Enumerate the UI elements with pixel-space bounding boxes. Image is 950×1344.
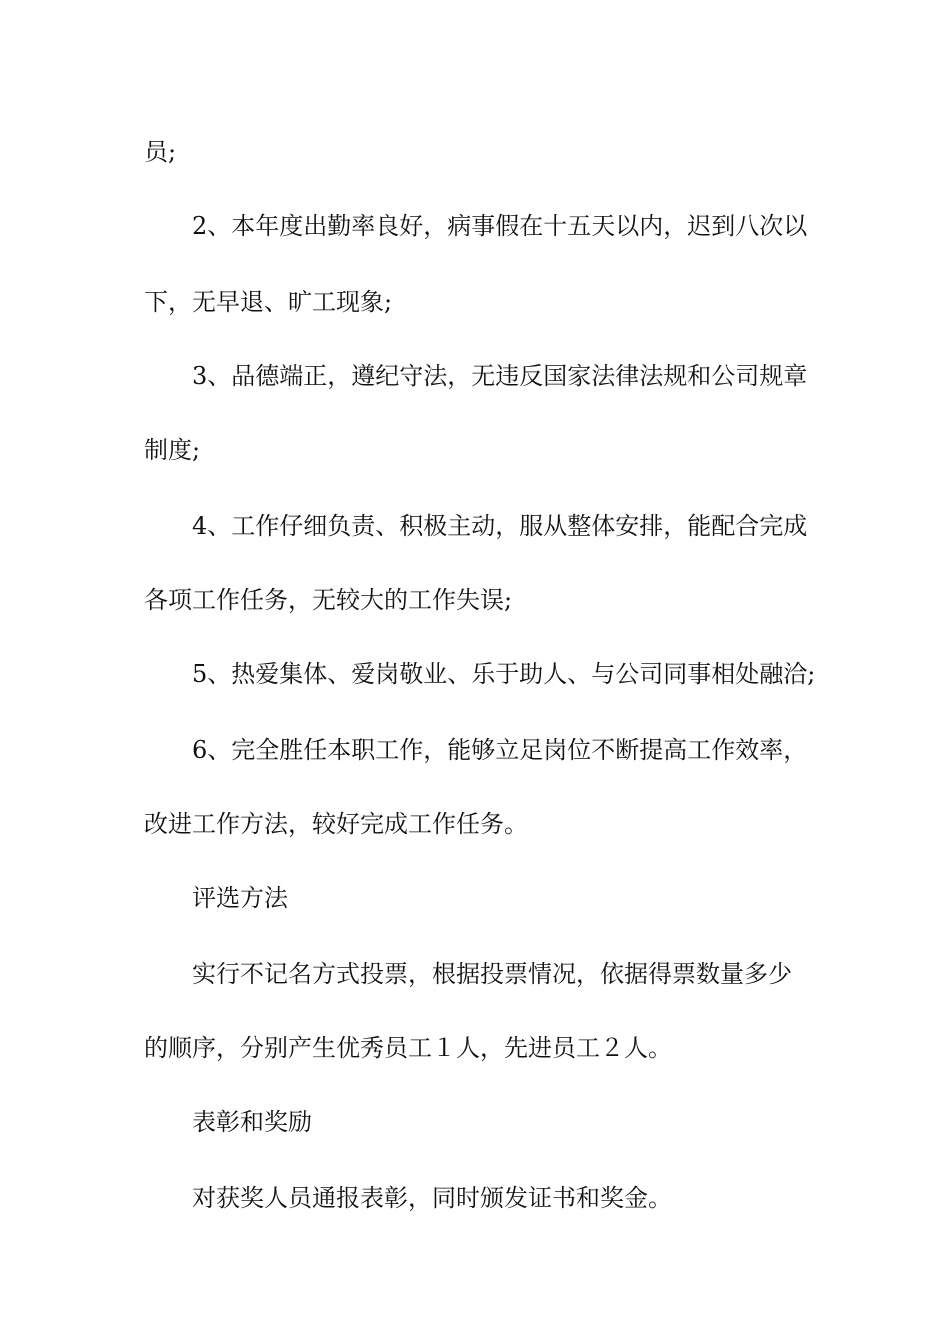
section-heading-selection-method: 评选方法 [192, 884, 288, 912]
criterion-3-line-1: 3、品德端正，遵纪守法，无违反国家法律法规和公司规章 [192, 362, 808, 390]
selection-method-line-2: 的顺序，分别产生优秀员工１人，先进员工２人。 [144, 1034, 672, 1062]
commendation-line-1: 对获奖人员通报表彰，同时颁发证书和奖金。 [192, 1184, 672, 1212]
text-line-1: 员; [144, 138, 177, 166]
criterion-4-line-2: 各项工作任务，无较大的工作失误; [144, 586, 513, 614]
criterion-5-line-1: 5、热爱集体、爱岗敬业、乐于助人、与公司同事相处融洽; [192, 660, 816, 688]
criterion-2-line-2: 下，无早退、旷工现象; [144, 288, 393, 316]
criterion-6-line-1: 6、完全胜任本职工作，能够立足岗位不断提高工作效率， [192, 736, 808, 764]
criterion-3-line-2: 制度; [144, 436, 201, 464]
section-heading-commendation: 表彰和奖励 [192, 1108, 312, 1136]
selection-method-line-1: 实行不记名方式投票，根据投票情况，依据得票数量多少 [192, 960, 792, 988]
criterion-4-line-1: 4、工作仔细负责、积极主动，服从整体安排，能配合完成 [192, 512, 808, 540]
criterion-2-line-1: 2、本年度出勤率良好，病事假在十五天以内，迟到八次以 [192, 212, 808, 240]
criterion-6-line-2: 改进工作方法，较好完成工作任务。 [144, 810, 528, 838]
